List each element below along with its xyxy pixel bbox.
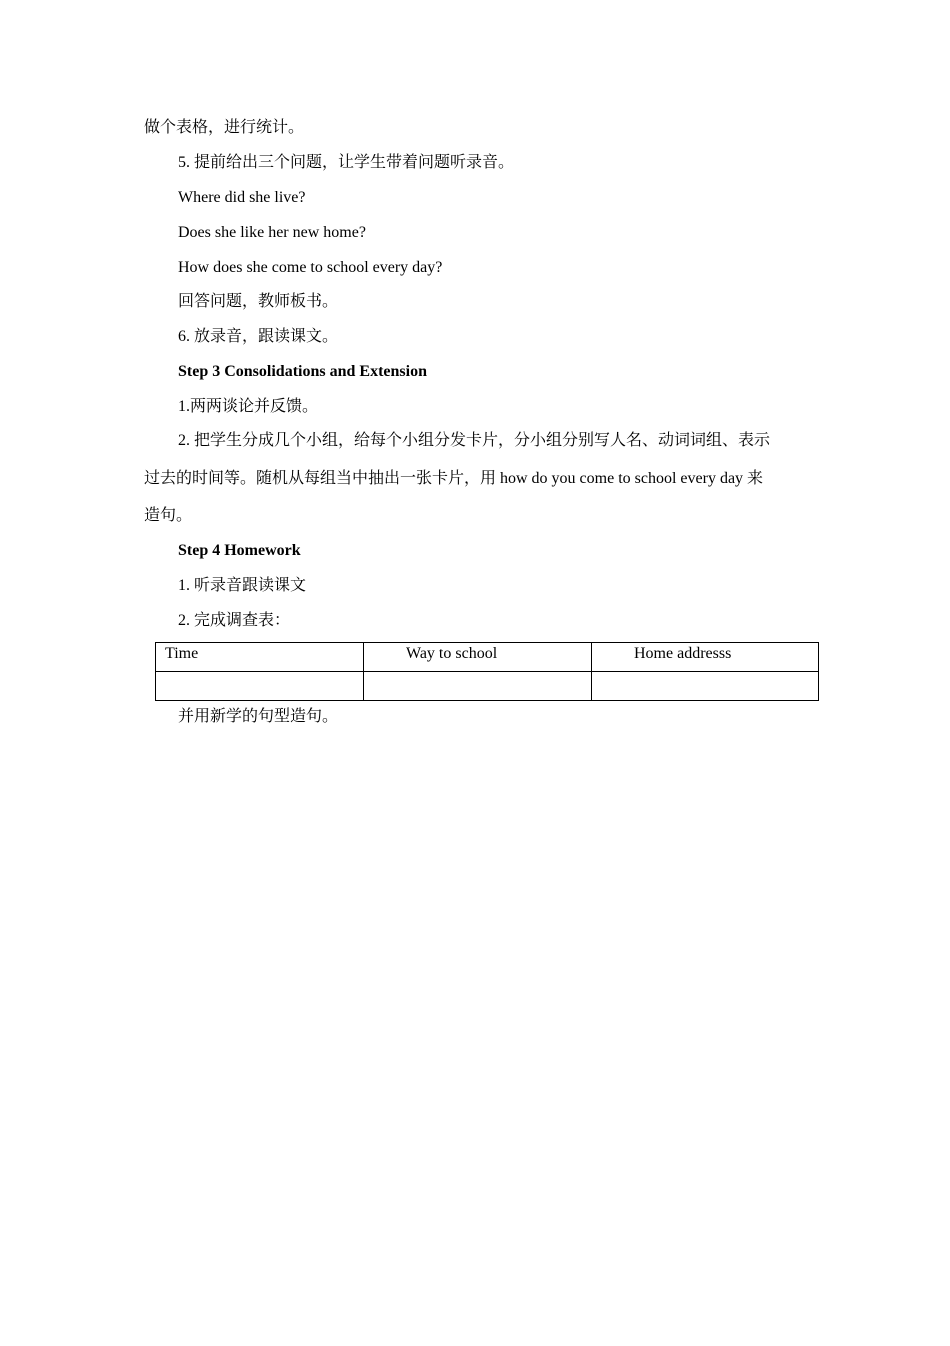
- header-time: Time: [165, 645, 199, 662]
- question-3: How does she come to school every day?: [178, 259, 443, 276]
- question-1: Where did she live?: [178, 189, 306, 206]
- table-header-row: [156, 643, 819, 672]
- table-header-cell: [364, 643, 592, 672]
- step-3-heading: Step 3 Consolidations and Extension: [178, 363, 427, 380]
- homework-item-1: 1. 听录音跟读课文: [178, 577, 307, 594]
- table-header-cell: [592, 643, 819, 672]
- paragraph-line: 造句。: [144, 507, 193, 524]
- homework-item-2: 2. 完成调查表：: [178, 612, 291, 629]
- survey-table: [155, 642, 819, 701]
- table-header-cell: [156, 643, 364, 672]
- paragraph-line: 6. 放录音，跟读课文。: [178, 328, 339, 345]
- paragraph-line: 过去的时间等。随机从每组当中抽出一张卡片，用 how do you come to school every day 来: [144, 470, 764, 487]
- header-home-address: Home addresss: [634, 645, 732, 662]
- header-way-to-school: Way to school: [406, 645, 498, 662]
- question-intro: 5. 提前给出三个问题，让学生带着问题听录音。: [178, 154, 515, 171]
- step-4-heading: Step 4 Homework: [178, 542, 301, 559]
- paragraph-line: 并用新学的句型造句。: [178, 708, 339, 725]
- paragraph-line: 回答问题，教师板书。: [178, 293, 339, 310]
- table-row: [156, 672, 819, 701]
- paragraph-line: 1.两两谈论并反馈。: [178, 398, 319, 415]
- paragraph-line: 做个表格，进行统计。: [144, 119, 305, 136]
- question-2: Does she like her new home?: [178, 224, 366, 241]
- paragraph-line: 2. 把学生分成几个小组，给每个小组分发卡片，分小组分别写人名、动词词组、表示: [178, 432, 771, 449]
- table-cell: [364, 672, 592, 701]
- table-cell: [592, 672, 819, 701]
- table-cell: [156, 672, 364, 701]
